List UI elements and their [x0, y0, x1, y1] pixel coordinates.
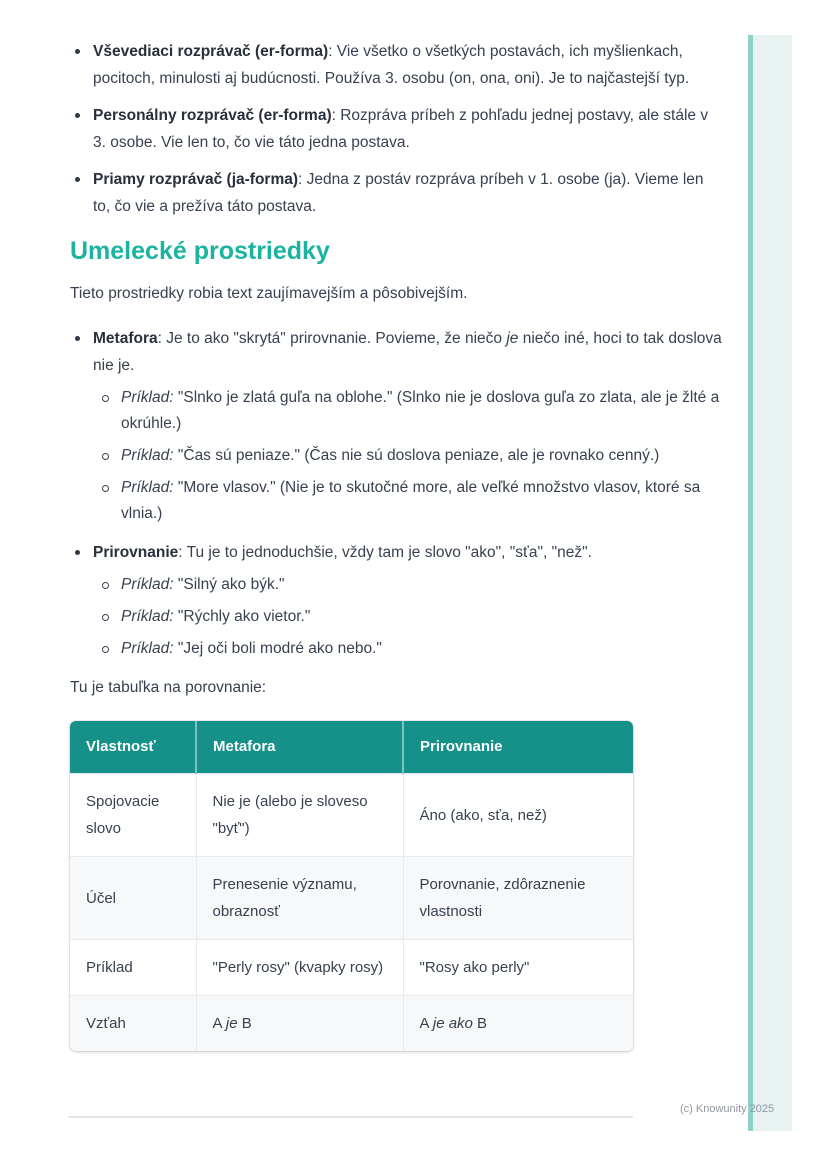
table-header-cell: Prirovnanie: [403, 721, 633, 774]
table-cell: Nie je (alebo je sloveso "byť"): [196, 774, 403, 857]
list-item-text: Metafora: Je to ako "skrytá" prirovnanie. Povieme, že niečo je niečo iné, hoci to tak doslova nie je.: [93, 330, 722, 374]
example-text: Príklad: "More vlasov." (Nie je to skutočné more, ale veľké množstvo vlasov, ktoré sa vlnia.): [121, 479, 701, 522]
circle-bullet-icon: [102, 582, 109, 589]
table-cell: Porovnanie, zdôraznenie vlastnosti: [403, 857, 633, 940]
table-cell: "Rosy ako perly": [403, 940, 633, 996]
circle-bullet-icon: [102, 646, 109, 653]
page-divider: [68, 1116, 633, 1118]
example-text: Príklad: "Silný ako býk.": [121, 576, 285, 593]
table-header-cell: Vlastnosť: [70, 721, 196, 774]
copyright: (c) Knowunity 2025: [680, 1103, 775, 1115]
table-cell: A je ako B: [403, 996, 633, 1052]
devices-list: [70, 325, 722, 662]
example-item: [98, 385, 722, 437]
table-cell: Áno (ako, sťa, než): [403, 774, 633, 857]
table-row: [70, 774, 633, 857]
bullet-icon: [75, 49, 80, 54]
bullet-icon: [75, 113, 80, 118]
circle-bullet-icon: [102, 485, 109, 492]
page-content: [70, 38, 722, 1051]
comparison-table: [70, 721, 633, 1051]
list-item-text: Personálny rozprávač (er-forma): Rozpráva príbeh z pohľadu jednej postavy, ale stále v 3. osobe. Vie len to, čo vie táto jedna postava.: [93, 107, 709, 151]
table-cell: Účel: [70, 857, 196, 940]
narrator-list: [70, 38, 722, 220]
bullet-icon: [75, 336, 80, 341]
bullet-icon: [75, 550, 80, 555]
section-intro: Tieto prostriedky robia text zaujímavejším a pôsobivejším.: [70, 285, 468, 302]
list-item-text: Priamy rozprávač (ja-forma): Jedna z postáv rozpráva príbeh v 1. osobe (ja). Vieme len to, čo vie a prežíva táto postava.: [93, 171, 704, 215]
example-item: [98, 636, 722, 662]
table-row: [70, 996, 633, 1052]
list-item: [70, 539, 722, 662]
circle-bullet-icon: [102, 453, 109, 460]
list-item: [70, 38, 722, 92]
comparison-table-grid: [70, 721, 633, 1051]
list-item-text: Vševediaci rozprávač (er-forma): Vie všetko o všetkých postavách, ich myšlienkach, pocitoch, minulosti aj budúcnosti. Používa 3. osobu (on, ona, oni). Je to najčastejší typ.: [93, 43, 690, 87]
example-item: [98, 572, 722, 598]
example-text: Príklad: "Rýchly ako vietor.": [121, 608, 311, 625]
table-header-row: [70, 721, 633, 774]
table-intro: Tu je tabuľka na porovnanie:: [70, 679, 267, 696]
table-cell: Prenesenie významu, obraznosť: [196, 857, 403, 940]
table-row: [70, 857, 633, 940]
examples-list: [98, 572, 722, 662]
table-header-cell: Metafora: [196, 721, 403, 774]
section-heading: Umelecké prostriedky: [70, 237, 330, 265]
table-cell: Spojovacie slovo: [70, 774, 196, 857]
list-item-text: Prirovnanie: Tu je to jednoduchšie, vždy tam je slovo "ako", "sťa", "než".: [93, 544, 592, 561]
list-item: [70, 325, 722, 527]
list-item: [70, 166, 722, 220]
examples-list: [98, 385, 722, 527]
example-text: Príklad: "Slnko je zlatá guľa na oblohe." (Slnko nie je doslova guľa zo zlata, ale je žlté a okrúhle.): [121, 389, 720, 432]
example-item: [98, 604, 722, 630]
table-cell: Príklad: [70, 940, 196, 996]
example-item: [98, 475, 722, 527]
list-item: [70, 102, 722, 156]
example-item: [98, 443, 722, 469]
table-row: [70, 940, 633, 996]
example-text: Príklad: "Čas sú peniaze." (Čas nie sú doslova peniaze, ale je rovnako cenný.): [121, 447, 660, 464]
page-edge-accent: [748, 35, 792, 1131]
bullet-icon: [75, 177, 80, 182]
table-cell: "Perly rosy" (kvapky rosy): [196, 940, 403, 996]
circle-bullet-icon: [102, 614, 109, 621]
circle-bullet-icon: [102, 395, 109, 402]
table-cell: Vzťah: [70, 996, 196, 1052]
table-cell: A je B: [196, 996, 403, 1052]
example-text: Príklad: "Jej oči boli modré ako nebo.": [121, 640, 382, 657]
